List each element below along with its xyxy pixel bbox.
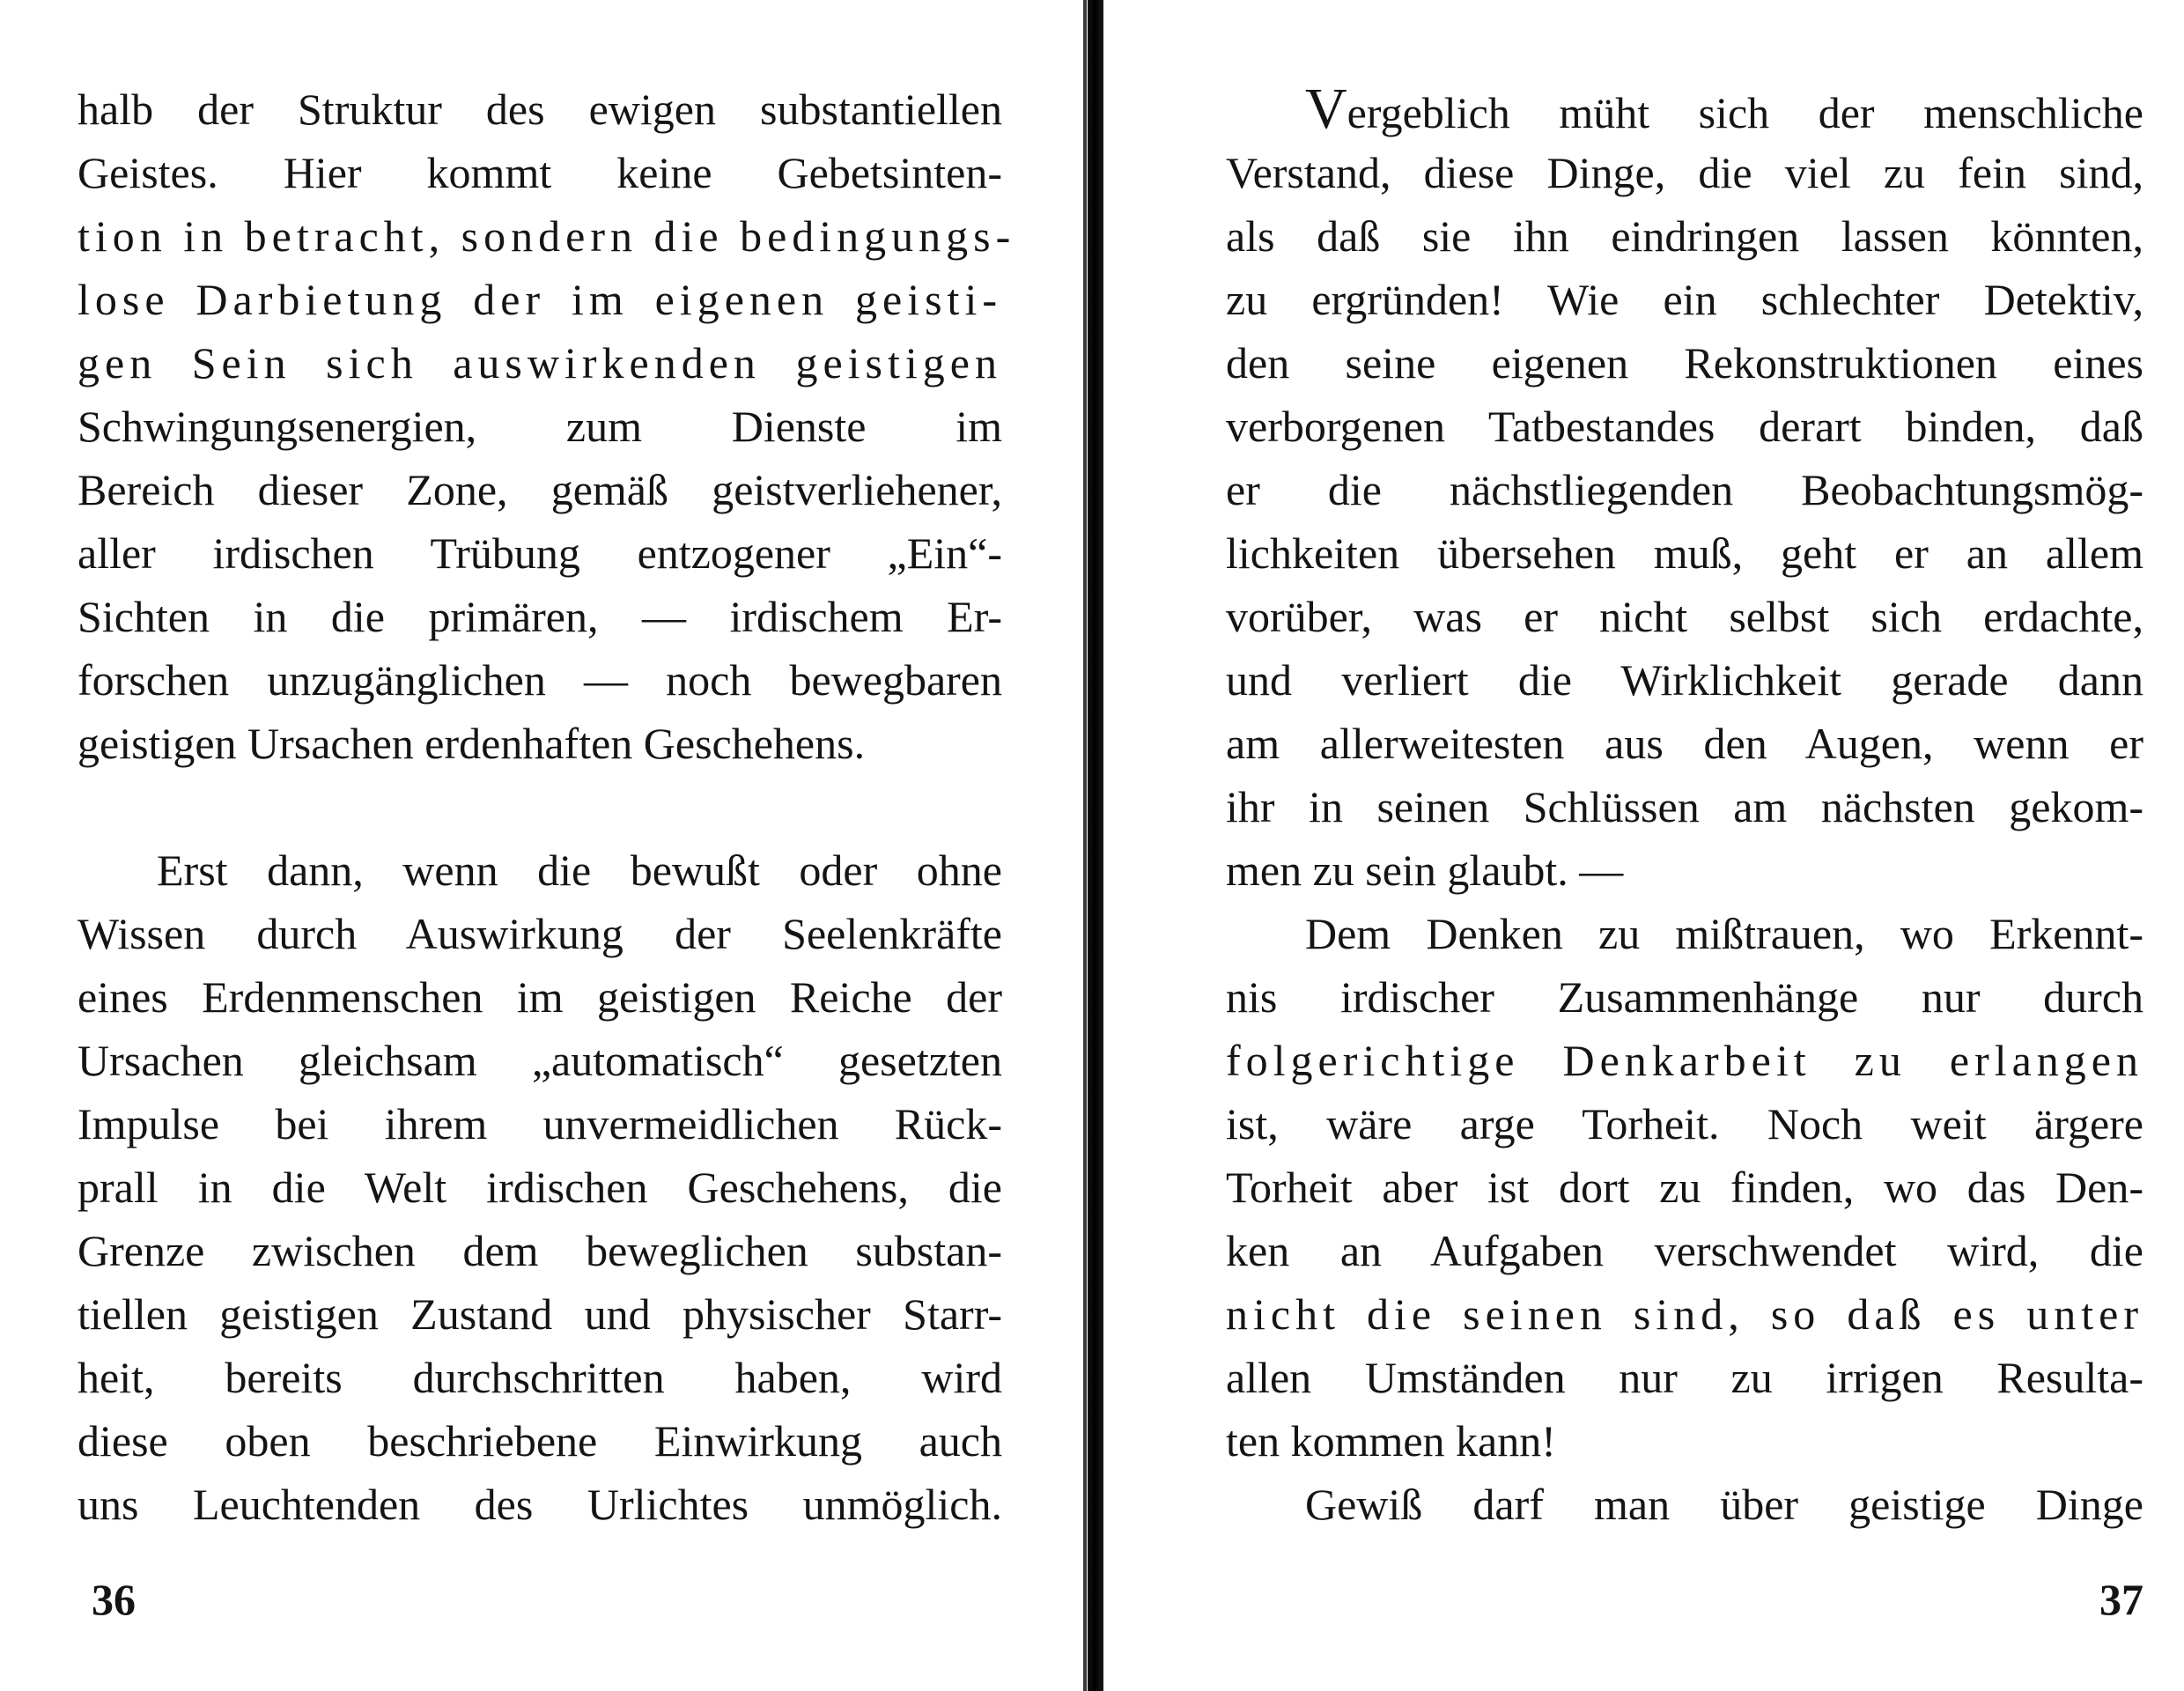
- text-line: geistigen Ursachen erdenhaften Geschehens.: [77, 719, 866, 768]
- text-line: nis irdischer Zusammenhänge nur durch: [1226, 972, 2143, 1022]
- book-gutter: [1088, 0, 1103, 1691]
- text-line: und verliert die Wirklichkeit gerade dann: [1226, 655, 2143, 705]
- text-line: Impulse bei ihrem unvermeidlichen Rück-: [77, 1099, 1002, 1148]
- text-line: den seine eigenen Rekonstruktionen eines: [1226, 338, 2143, 388]
- text-line: Verstand, diese Dinge, die viel zu fein sind,: [1226, 148, 2143, 197]
- text-line: Ursachen gleichsam „automatisch“ gesetzten: [77, 1036, 1002, 1085]
- page-number-right: 37: [2099, 1575, 2143, 1624]
- text-line: folgerichtige Denkarbeit zu erlangen: [1226, 1036, 2143, 1085]
- text-line: Schwingungsenergien, zum Dienste im: [77, 402, 1002, 451]
- right-page: [1226, 0, 2143, 1691]
- left-paragraph-1: [77, 78, 1016, 775]
- text-line: ten kommen kann!: [1226, 1416, 1556, 1466]
- text-line-first: [1226, 78, 2143, 141]
- text-line: tion in betracht, sondern die bedingungs-: [77, 211, 1016, 261]
- text-line: Sichten in die primären, — irdischem Er-: [77, 592, 1002, 641]
- text-line: ken an Aufgaben verschwendet wird, die: [1226, 1226, 2143, 1275]
- page-number-left: 36: [92, 1575, 136, 1624]
- left-paragraph-2: [77, 838, 1002, 1536]
- text-line: ist, wäre arge Torheit. Noch weit ärgere: [1226, 1099, 2143, 1148]
- text-line: Grenze zwischen dem beweglichen substan-: [77, 1226, 1002, 1275]
- text-line: heit, bereits durchschritten haben, wird: [77, 1353, 1002, 1402]
- text-line: Torheit aber ist dort zu finden, wo das Den-: [1226, 1163, 2143, 1212]
- text-line: lichkeiten übersehen muß, geht er an allem: [1226, 528, 2143, 578]
- text-line: Gewiß darf man über geistige Dinge: [1305, 1480, 2143, 1529]
- text-line: am allerweitesten aus den Augen, wenn er: [1226, 719, 2143, 768]
- gutter-edge: [1083, 0, 1087, 1691]
- text-line: Bereich dieser Zone, gemäß geistverliehener,: [77, 465, 1002, 514]
- text-line: forschen unzugänglichen — noch bewegbaren: [77, 655, 1002, 705]
- text-line: eines Erdenmenschen im geistigen Reiche der: [77, 972, 1002, 1022]
- text-line: er die nächstliegenden Beobachtungsmög-: [1226, 465, 2143, 514]
- text-line: zu ergründen! Wie ein schlechter Detektiv,: [1226, 275, 2143, 324]
- text-line: als daß sie ihn eindringen lassen könnten,: [1226, 211, 2143, 261]
- text-line: Dem Denken zu mißtrauen, wo Erkennt-: [1305, 909, 2143, 958]
- text-line: Erst dann, wenn die bewußt oder ohne: [157, 846, 1002, 895]
- text-line: Wissen durch Auswirkung der Seelenkräfte: [77, 909, 1002, 958]
- drop-cap: V: [1305, 77, 1347, 141]
- text-line: diese oben beschriebene Einwirkung auch: [77, 1416, 1002, 1466]
- text-line: aller irdischen Trübung entzogener „Ein“-: [77, 528, 1002, 578]
- text-line-rest: ergeblich müht sich der menschliche: [1347, 88, 2143, 137]
- text-line: uns Leuchtenden des Urlichtes unmöglich.: [77, 1480, 1002, 1529]
- text-line: halb der Struktur des ewigen substantiellen: [77, 85, 1002, 134]
- text-line: prall in die Welt irdischen Geschehens, die: [77, 1163, 1002, 1212]
- text-line: ihr in seinen Schlüssen am nächsten gekom-: [1226, 782, 2143, 831]
- text-line: tiellen geistigen Zustand und physischer Starr-: [77, 1289, 1002, 1339]
- text-line: nicht die seinen sind, so daß es unter: [1226, 1289, 2143, 1339]
- text-line: Geistes. Hier kommt keine Gebetsinten-: [77, 148, 1002, 197]
- right-text: [1226, 78, 2143, 1536]
- text-line: allen Umständen nur zu irrigen Resulta-: [1226, 1353, 2143, 1402]
- text-line: verborgenen Tatbestandes derart binden, daß: [1226, 402, 2143, 451]
- text-line: men zu sein glaubt. —: [1226, 846, 1624, 895]
- text-line: lose Darbietung der im eigenen geisti-: [77, 275, 1002, 324]
- text-line: vorüber, was er nicht selbst sich erdachte,: [1226, 592, 2143, 641]
- text-line: gen Sein sich auswirkenden geistigen: [77, 338, 1002, 388]
- left-page: [77, 0, 1016, 1691]
